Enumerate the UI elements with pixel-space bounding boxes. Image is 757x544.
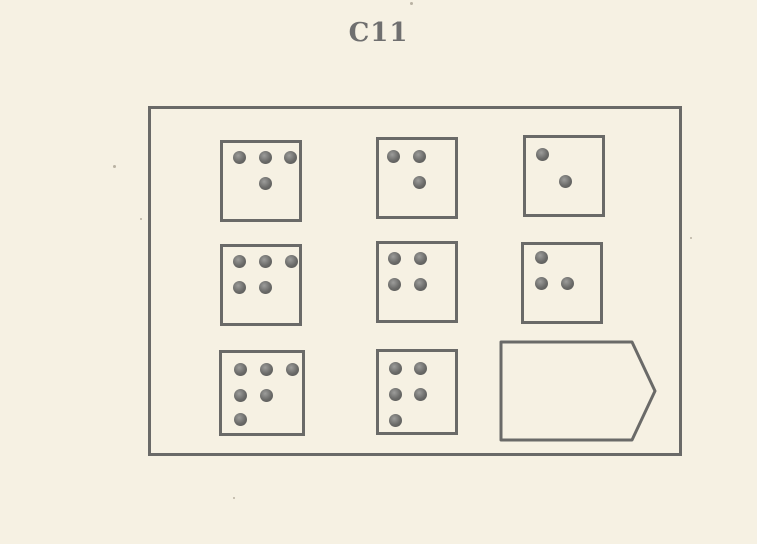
dot (536, 148, 549, 161)
dot (259, 151, 272, 164)
answer-cell (498, 339, 658, 443)
puzzle-cell-r1c1 (220, 140, 302, 222)
puzzle-cell-r2c2 (376, 241, 458, 323)
dot (286, 363, 299, 376)
answer-pentagon-shape (501, 342, 655, 440)
dot (234, 413, 247, 426)
dot (414, 362, 427, 375)
paper-speck (113, 165, 116, 168)
dot (387, 150, 400, 163)
paper-speck (690, 237, 692, 239)
dot (389, 388, 402, 401)
puzzle-cell-r2c1 (220, 244, 302, 326)
dot (259, 177, 272, 190)
dot (234, 389, 247, 402)
dot (559, 175, 572, 188)
puzzle-cell-r3c1 (219, 350, 305, 436)
dot (389, 362, 402, 375)
page-title: C11 (348, 18, 409, 48)
paper-speck (410, 2, 413, 5)
dot (234, 363, 247, 376)
dot (561, 277, 574, 290)
paper-speck (140, 218, 142, 220)
dot (414, 278, 427, 291)
dot (388, 278, 401, 291)
puzzle-cell-r3c2 (376, 349, 458, 435)
dot (535, 251, 548, 264)
dot (413, 176, 426, 189)
dot (259, 281, 272, 294)
dot (260, 363, 273, 376)
dot (284, 151, 297, 164)
dot (285, 255, 298, 268)
dot (260, 389, 273, 402)
dot (388, 252, 401, 265)
puzzle-cell-r1c3 (523, 135, 605, 217)
dot (233, 151, 246, 164)
paper-speck (233, 497, 235, 499)
dot (414, 388, 427, 401)
dot (535, 277, 548, 290)
dot (233, 255, 246, 268)
dot (414, 252, 427, 265)
dot (259, 255, 272, 268)
dot (233, 281, 246, 294)
dot (389, 414, 402, 427)
dot (413, 150, 426, 163)
puzzle-cell-r1c2 (376, 137, 458, 219)
puzzle-cell-r2c3 (521, 242, 603, 324)
